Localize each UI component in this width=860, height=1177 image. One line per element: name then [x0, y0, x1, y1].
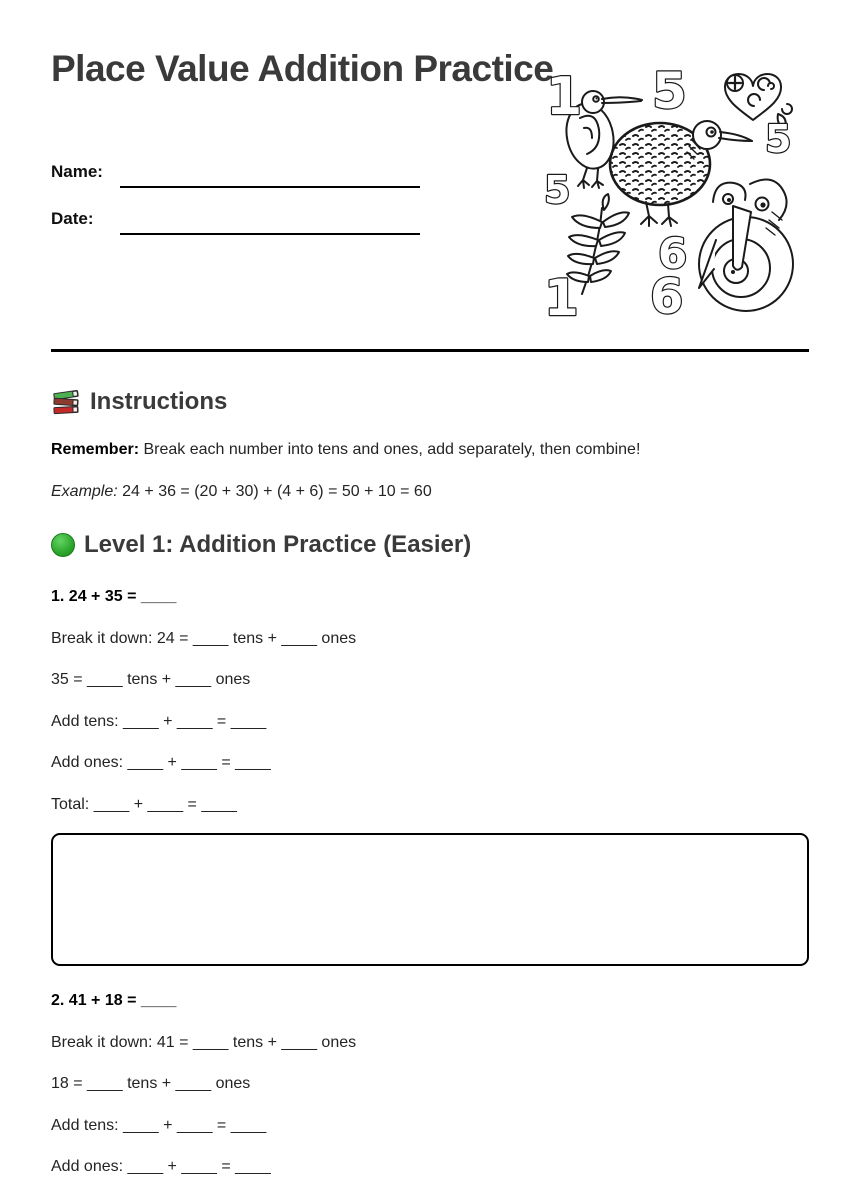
books-icon	[51, 388, 81, 416]
big-kiwi-icon	[610, 121, 752, 226]
instructions-heading-label: Instructions	[90, 388, 228, 415]
level1-heading	[51, 531, 809, 559]
example-line	[51, 482, 809, 502]
problem-1-step: Total: ____ + ____ = ____	[51, 795, 237, 813]
date-underline	[120, 233, 420, 235]
page-title: Place Value Addition Practice	[51, 48, 554, 89]
example-text: 24 + 36 = (20 + 30) + (4 + 6) = 50 + 10 = 60	[122, 483, 432, 500]
koru-face-icon	[699, 180, 793, 312]
instructions-heading	[51, 388, 809, 416]
level1-heading-label: Level 1: Addition Practice (Easier)	[84, 531, 472, 558]
remember-text: Break each number into tens and ones, add separately, then combine!	[143, 441, 641, 458]
example-label: Example:	[51, 483, 118, 500]
numeral-5-right: 5	[765, 117, 792, 161]
work-area-box	[51, 833, 809, 966]
problem-2-step: Add ones: ____ + ____ = ____	[51, 1158, 271, 1175]
problem-1-step: Add tens: ____ + ____ = ____	[51, 712, 267, 730]
kiwi-coloring-illustration	[540, 52, 808, 327]
name-label: Name:	[51, 162, 103, 181]
worksheet-body	[51, 352, 809, 1177]
problem-1-step: 35 = ____ tens + ____ ones	[51, 671, 251, 688]
numeral-5-left: 5	[544, 168, 571, 212]
problem-2-step: Add tens: ____ + ____ = ____	[51, 1116, 267, 1134]
problem-1-statement: 1. 24 + 35 = ____	[51, 588, 177, 605]
numeral-6-mid: 6	[658, 229, 688, 278]
numeral-1-bottom: 1	[544, 269, 579, 327]
name-underline	[120, 186, 420, 188]
numeral-5-top: 5	[652, 62, 687, 120]
remember-line	[51, 440, 809, 460]
problem-1-step: Break it down: 24 = ____ tens + ____ ones	[51, 629, 357, 647]
numeral-1-top: 1	[546, 67, 583, 127]
numeral-6-bottom: 6	[650, 269, 684, 325]
problem-2-step: 18 = ____ tens + ____ ones	[51, 1075, 251, 1092]
date-label: Date:	[51, 209, 94, 228]
problem-2-statement: 2. 41 + 18 = ____	[51, 992, 177, 1009]
green-circle-icon	[51, 533, 75, 557]
problem-1-step: Add ones: ____ + ____ = ____	[51, 754, 271, 771]
problem-2-step: Break it down: 41 = ____ tens + ____ ones	[51, 1033, 357, 1051]
remember-label: Remember:	[51, 441, 140, 458]
